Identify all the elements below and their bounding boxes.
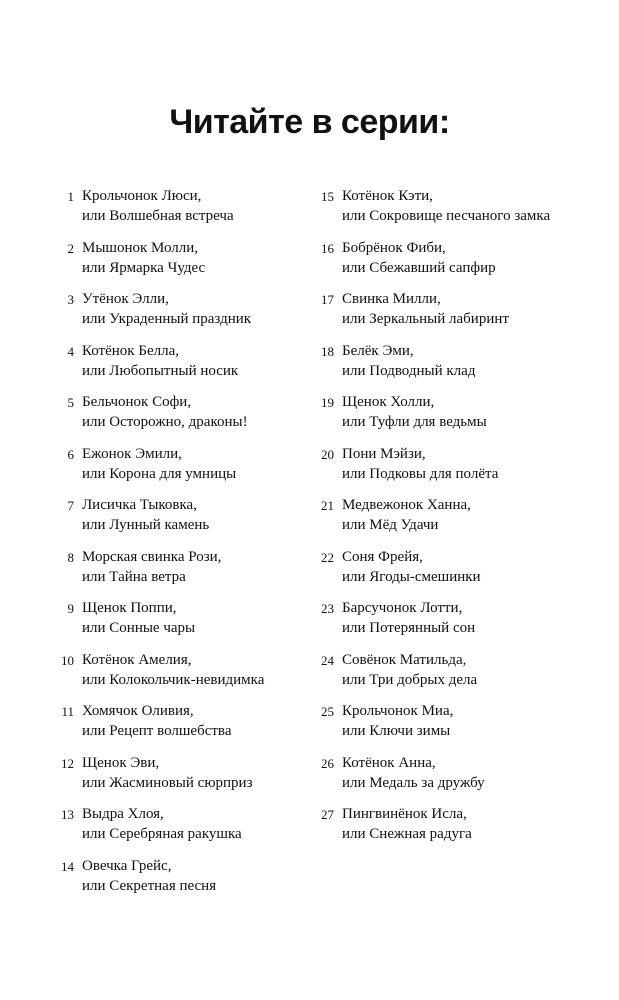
list-item [52, 444, 314, 496]
book-number: 8 [67, 549, 74, 565]
book-subtitle: или Потерянный сон [342, 620, 476, 636]
book-title: Щенок Холли, [342, 394, 435, 410]
book-subtitle: или Рецепт волшебства [82, 723, 232, 739]
book-subtitle: или Подводный клад [342, 362, 476, 379]
list-item [312, 753, 602, 805]
list-item [312, 495, 602, 547]
book-title: Барсучонок Лотти, [342, 600, 463, 616]
book-subtitle: или Медаль за дружбу [342, 774, 485, 791]
book-title: Котёнок Белла, [82, 342, 179, 359]
book-subtitle: или Сокровище песчаного замка [342, 208, 551, 224]
book-list-left [52, 186, 314, 907]
book-number: 25 [321, 704, 334, 719]
list-item [52, 341, 314, 393]
book-title: Щенок Эви, [82, 754, 160, 771]
book-subtitle: или Сбежавший сапфир [342, 259, 496, 276]
book-subtitle: или Ярмарка Чудес [82, 259, 206, 276]
book-title: Выдра Хлоя, [82, 806, 164, 822]
book-number: 11 [61, 704, 74, 719]
list-item [312, 289, 602, 341]
book-subtitle: или Туфли для ведьмы [342, 414, 487, 430]
book-title: Бельчонок Софи, [82, 394, 192, 410]
book-title: Крольчонок Люси, [82, 188, 202, 204]
book-number: 18 [321, 343, 334, 359]
book-subtitle: или Лунный камень [82, 517, 210, 533]
book-number: 7 [67, 498, 74, 513]
list-item [52, 650, 314, 702]
book-number: 20 [321, 446, 334, 462]
list-item [52, 804, 314, 856]
list-item [312, 804, 602, 856]
book-number: 12 [61, 755, 74, 771]
list-item [52, 186, 314, 238]
book-subtitle: или Снежная радуга [342, 826, 472, 842]
list-item [312, 392, 602, 444]
book-number: 16 [321, 240, 334, 256]
book-subtitle: или Ягоды-смешинки [342, 568, 481, 585]
book-number: 17 [321, 292, 334, 307]
book-subtitle: или Секретная песня [82, 877, 217, 894]
list-item [312, 547, 602, 599]
book-subtitle: или Осторожно, драконы! [82, 414, 248, 430]
book-number: 21 [321, 498, 334, 513]
list-item [312, 238, 602, 290]
book-title: Котёнок Анна, [342, 754, 436, 771]
book-subtitle: или Колокольчик-невидимка [82, 671, 265, 688]
book-title: Пони Мэйзи, [342, 445, 426, 462]
book-subtitle: или Зеркальный лабиринт [342, 311, 509, 327]
book-number: 2 [67, 240, 74, 256]
book-title: Котёнок Амелия, [82, 651, 192, 668]
list-item [52, 238, 314, 290]
book-title: Хомячок Оливия, [82, 703, 194, 719]
book-number: 3 [67, 292, 74, 307]
book-subtitle: или Мёд Удачи [342, 517, 439, 533]
book-title: Овечка Грейс, [82, 857, 172, 874]
book-number: 19 [321, 395, 334, 410]
book-title: Соня Фрейя, [342, 548, 423, 565]
book-number: 26 [321, 755, 334, 771]
book-number: 10 [61, 652, 74, 668]
book-subtitle: или Украденный праздник [82, 311, 252, 327]
book-title: Щенок Поппи, [82, 600, 177, 616]
book-number: 9 [67, 601, 74, 616]
book-title: Медвежонок Ханна, [342, 497, 471, 513]
list-item [52, 753, 314, 805]
list-item [52, 547, 314, 599]
list-item [52, 495, 314, 547]
book-subtitle: или Волшебная встреча [82, 208, 234, 224]
book-number: 27 [321, 807, 334, 822]
list-item [52, 856, 314, 908]
book-title: Белёк Эми, [342, 342, 414, 359]
book-subtitle: или Корона для умницы [82, 465, 237, 482]
list-item [312, 598, 602, 650]
book-number: 24 [321, 652, 334, 668]
book-title: Мышонок Молли, [82, 239, 199, 256]
book-subtitle: или Тайна ветра [82, 568, 186, 585]
book-number: 22 [321, 549, 334, 565]
book-title: Свинка Милли, [342, 291, 441, 307]
book-title: Ежонок Эмили, [82, 445, 182, 462]
book-title: Утёнок Элли, [82, 291, 169, 307]
list-item [312, 186, 602, 238]
book-subtitle: или Ключи зимы [342, 723, 451, 739]
book-subtitle: или Подковы для полёта [342, 465, 499, 482]
book-title: Пингвинёнок Исла, [342, 806, 467, 822]
list-item [52, 701, 314, 753]
book-title: Крольчонок Миа, [342, 703, 454, 719]
book-list-right [312, 186, 602, 856]
book-number: 23 [321, 601, 334, 616]
book-subtitle: или Жасминовый сюрприз [82, 774, 253, 791]
book-subtitle: или Три добрых дела [342, 671, 478, 688]
list-item [312, 650, 602, 702]
page-title: Читайте в серии: [169, 103, 450, 141]
list-item [312, 701, 602, 753]
list-item [312, 341, 602, 393]
book-title: Лисичка Тыковка, [82, 497, 197, 513]
book-number: 4 [67, 343, 74, 359]
book-subtitle: или Серебряная ракушка [82, 826, 242, 842]
book-number: 1 [67, 189, 74, 204]
book-title: Бобрёнок Фиби, [342, 239, 446, 256]
book-title: Котёнок Кэти, [342, 188, 433, 204]
book-number: 13 [61, 807, 74, 822]
list-item [52, 598, 314, 650]
book-number: 15 [321, 189, 334, 204]
book-number: 14 [61, 858, 74, 874]
list-item [312, 444, 602, 496]
book-subtitle: или Сонные чары [82, 620, 196, 636]
book-subtitle: или Любопытный носик [82, 362, 239, 379]
list-item [52, 289, 314, 341]
book-number: 6 [67, 446, 74, 462]
book-number: 5 [67, 395, 74, 410]
list-item [52, 392, 314, 444]
book-title: Совёнок Матильда, [342, 651, 467, 668]
book-title: Морская свинка Рози, [82, 548, 222, 565]
